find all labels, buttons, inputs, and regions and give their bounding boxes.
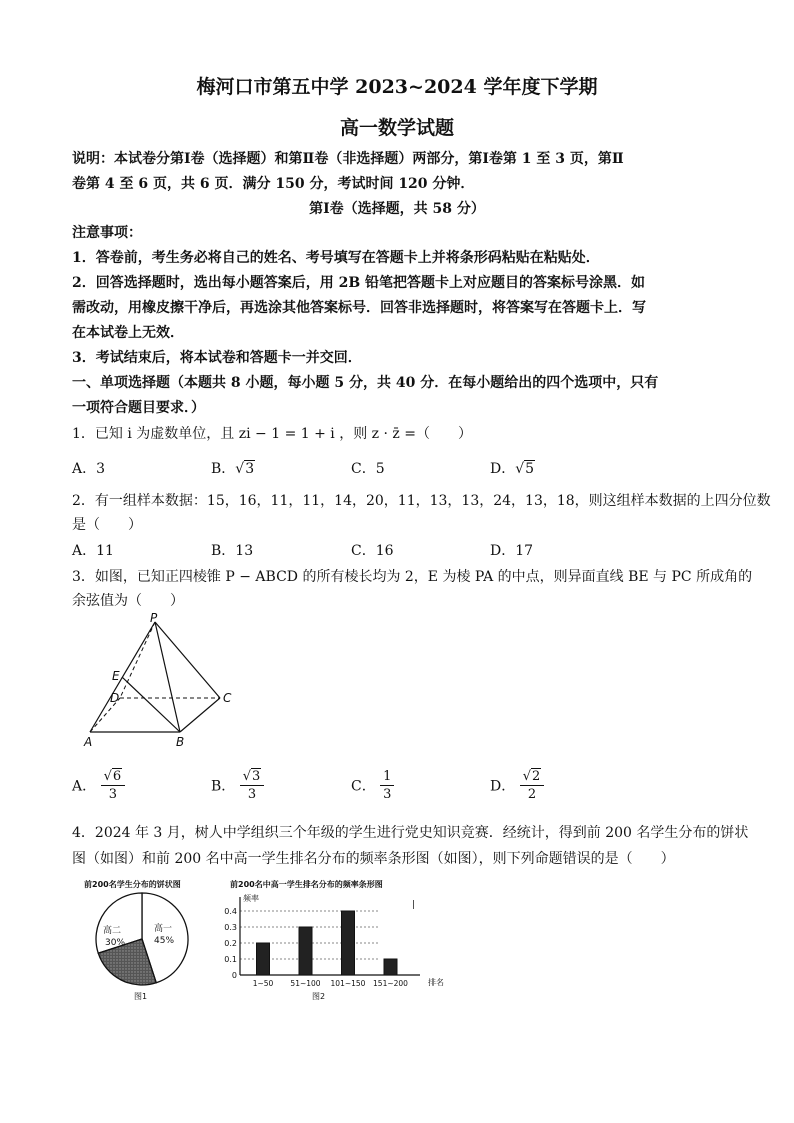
bar-ylabel: 频率 bbox=[243, 894, 259, 903]
q4-stem-line-2: 图（如图）和前 200 名中高一学生排名分布的频率条形图（如图），则下列命题错误的是（ ） bbox=[72, 851, 675, 867]
section1-line-1: 一、单项选择题（本题共 8 小题，每小题 5 分，共 40 分．在每小题给出的四个选项中，只有 bbox=[72, 375, 659, 391]
pie-chart bbox=[80, 875, 210, 1005]
note-2-line-3: 在本试卷上无效． bbox=[72, 325, 184, 341]
label-a: A bbox=[84, 735, 93, 749]
label-d: D bbox=[110, 691, 120, 705]
note-3: 3．考试结束后，将本试卷和答题卡一并交回． bbox=[72, 350, 362, 366]
q2-option-c: C．16 bbox=[351, 543, 394, 559]
bar-ytick-label: 0.2 bbox=[224, 939, 237, 948]
q2-option-b: B．13 bbox=[211, 543, 254, 559]
bar-1 bbox=[257, 943, 270, 975]
q4-stem-line-1: 4．2024 年 3 月，树人中学组织三个年级的学生进行党史知识竞赛．经统计，得到前 200 名学生分布的饼状 bbox=[72, 825, 749, 841]
bar-chart bbox=[220, 875, 450, 1005]
pie-value-gaoer: 30% bbox=[105, 938, 126, 948]
pie-value-gaoyi: 45% bbox=[154, 936, 175, 946]
pie-label-gaoyi: 高一 bbox=[154, 924, 173, 934]
bar-ytick-label: 0.1 bbox=[224, 955, 237, 964]
label-e: E bbox=[112, 669, 120, 683]
q3-stem-line-2: 余弦值为（ ） bbox=[72, 593, 184, 609]
q1-option-c: C．5 bbox=[351, 461, 385, 477]
q1-option-a: A．3 bbox=[72, 461, 106, 477]
note-1: 1．答卷前，考生务必将自己的姓名、考号填写在答题卡上并将条形码粘贴在粘贴处． bbox=[72, 250, 600, 266]
q3-stem-line-1: 3．如图，已知正四棱锥 P − ABCD 的所有棱长均为 2，E 为棱 PA 的中点，则异面直线 BE 与 PC 所成角的 bbox=[72, 569, 753, 585]
bar-3 bbox=[342, 911, 355, 975]
intro-line-1: 说明：本试卷分第Ⅰ卷（选择题）和第Ⅱ卷（非选择题）两部分，第Ⅰ卷第 1 至 3 页，第Ⅱ bbox=[72, 151, 624, 167]
segment-eb bbox=[122, 677, 180, 732]
q2-option-a: A．11 bbox=[72, 543, 114, 559]
q3-option-d: D． $\frac{√2}{2}$ bbox=[490, 768, 544, 803]
bar-ytick-label: 0 bbox=[231, 971, 237, 980]
bar-xtick-label: 101~150 bbox=[330, 979, 366, 988]
q2-option-d: D．17 bbox=[490, 543, 534, 559]
section1-line-2: 一项符合题目要求．） bbox=[72, 400, 205, 416]
q2-stem-line-2: 是（ ） bbox=[72, 517, 142, 533]
note-2-line-2: 需改动，用橡皮擦干净后，再选涂其他答案标号．回答非选择题时，将答案写在答题卡上．写 bbox=[72, 300, 646, 316]
bar-caption: 图2 bbox=[312, 992, 326, 1001]
bar-title: 前200名中高一学生排名分布的频率条形图 bbox=[230, 880, 383, 889]
label-p: P bbox=[150, 612, 158, 625]
pie-label-gaoer: 高二 bbox=[103, 926, 122, 936]
bar-4 bbox=[384, 959, 397, 975]
q3-option-b: B． $\frac{√3}{3}$ bbox=[211, 768, 264, 803]
pie-title: 前200名学生分布的饼状图 bbox=[84, 880, 181, 889]
pyramid-figure bbox=[70, 612, 250, 752]
pie-caption: 图1 bbox=[134, 992, 148, 1001]
bar-2 bbox=[299, 927, 312, 975]
bar-ytick-label: 0.3 bbox=[224, 923, 237, 932]
intro-line-2: 卷第 4 至 6 页，共 6 页．满分 150 分，考试时间 120 分钟． bbox=[72, 176, 475, 192]
bar-xlabel: 排名 bbox=[428, 978, 444, 987]
label-b: B bbox=[176, 735, 185, 749]
bar-xtick-label: 151~200 bbox=[373, 979, 408, 988]
edge-pb bbox=[155, 622, 180, 732]
q1-stem: 1．已知 i 为虚数单位，且 zi − 1 = 1 + i ，则 z · z̄ =（ ） bbox=[72, 426, 472, 442]
part1-heading: 第Ⅰ卷（选择题，共 58 分） bbox=[309, 201, 485, 217]
q2-stem-line-1: 2．有一组样本数据：15，16，11，11，14，20，11，13，13，24，13，18，则这组样本数据的上四分位数 bbox=[72, 493, 771, 509]
edge-bc bbox=[180, 698, 220, 732]
bar-stray-mark: | bbox=[412, 900, 416, 910]
edge-pd bbox=[120, 622, 155, 698]
notes-heading: 注意事项： bbox=[72, 225, 142, 241]
bar-ytick-label: 0.4 bbox=[224, 907, 237, 916]
q1-option-b: B．√3 bbox=[211, 461, 255, 477]
q3-option-a: A． $\frac{√6}{3}$ bbox=[72, 768, 125, 803]
exam-subtitle: 高一数学试题 bbox=[339, 117, 454, 139]
bar-xtick-label: 51~100 bbox=[290, 979, 321, 988]
label-c: C bbox=[223, 691, 232, 705]
edge-pc bbox=[155, 622, 220, 698]
note-2-line-1: 2．回答选择题时，选出每小题答案后，用 2B 铅笔把答题卡上对应题目的答案标号涂黑．如 bbox=[72, 275, 646, 291]
q3-option-c: C． $\frac{1}{3}$ bbox=[351, 768, 394, 803]
exam-title: 梅河口市第五中学 2023~2024 学年度下学期 bbox=[196, 76, 598, 98]
q1-option-d: D．√5 bbox=[490, 461, 535, 477]
bar-xtick-label: 1~50 bbox=[252, 979, 274, 988]
